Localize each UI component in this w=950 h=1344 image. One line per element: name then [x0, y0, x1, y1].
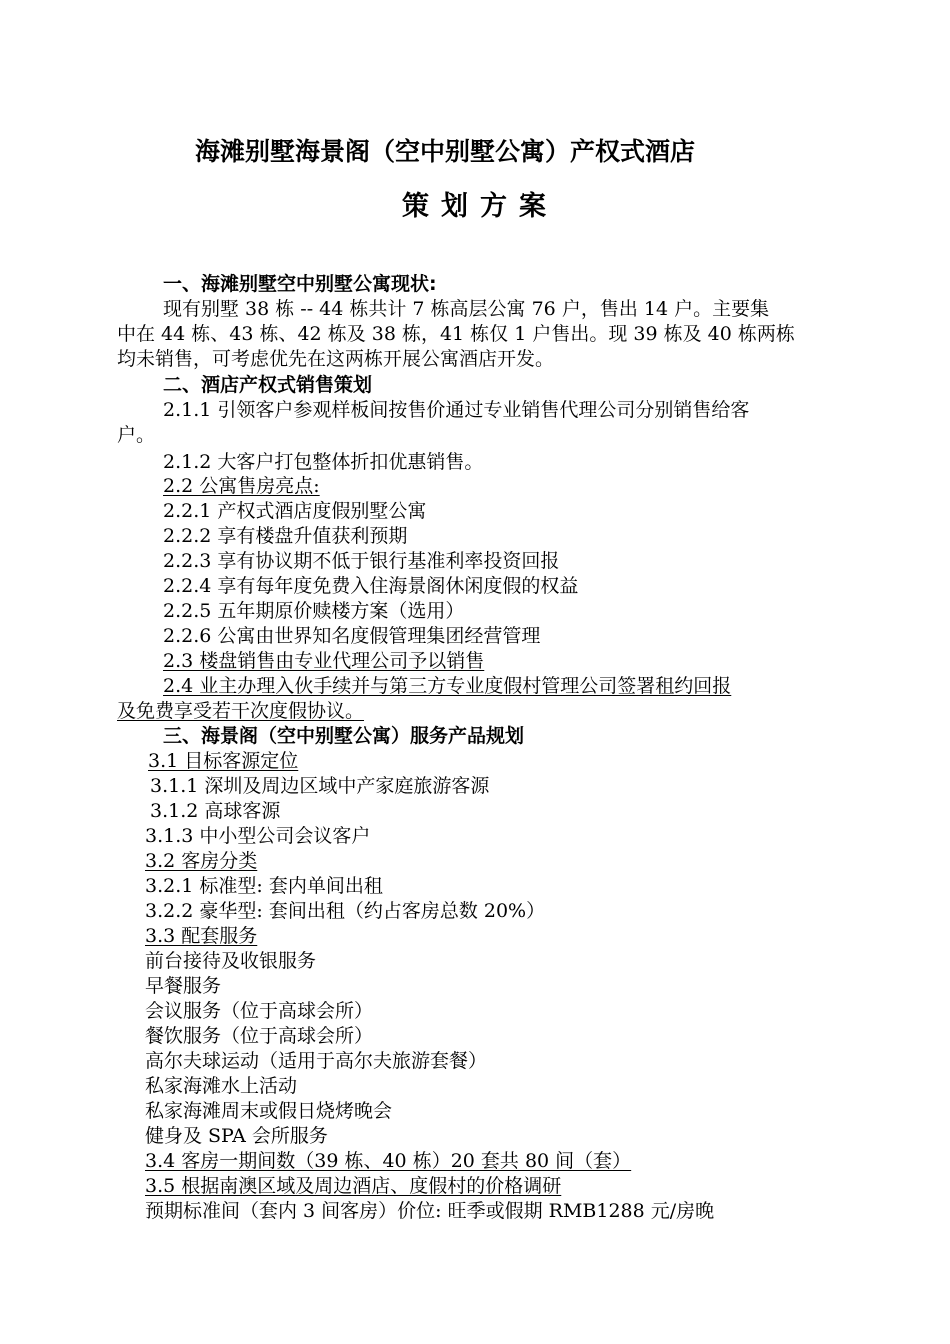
- item-3-5: 3.5 根据南澳区域及周边酒店、度假村的价格调研: [145, 1175, 562, 1197]
- item-2-1-2: 2.1.2 大客户打包整体折扣优惠销售。: [163, 451, 484, 473]
- service-item: 私家海滩周末或假日烧烤晚会: [145, 1100, 393, 1122]
- item-2-3: 2.3 楼盘销售由专业代理公司予以销售: [163, 650, 485, 672]
- service-item: 高尔夫球运动（适用于高尔夫旅游套餐）: [145, 1050, 488, 1072]
- document-title: 海滩别墅海景阁（空中别墅公寓）产权式酒店: [194, 137, 695, 166]
- item-3-2-2: 3.2.2 豪华型: 套间出租（约占客房总数 20%）: [145, 900, 546, 922]
- item-3-4: 3.4 客房一期间数（39 栋、40 栋）20 套共 80 间（套）: [145, 1150, 632, 1172]
- section-1-paragraph-line-3: 均未销售，可考虑优先在这两栋开展公寓酒店开发。: [117, 348, 555, 370]
- section-1-paragraph-line-1: 现有别墅 38 栋 -- 44 栋共计 7 栋高层公寓 76 户，售出 14 户。主要集: [163, 298, 770, 320]
- item-3-2-1: 3.2.1 标准型: 套内单间出租: [145, 875, 383, 897]
- section-1-heading: 一、海滩别墅空中别墅公寓现状:: [163, 273, 437, 295]
- item-3-3: 3.3 配套服务: [145, 925, 258, 947]
- item-2-1-1-line-1: 2.1.1 引领客户参观样板间按售价通过专业销售代理公司分别销售给客: [163, 399, 750, 421]
- item-3-1-1: 3.1.1 深圳及周边区域中产家庭旅游客源: [150, 775, 490, 797]
- section-3-heading: 三、海景阁（空中别墅公寓）服务产品规划: [163, 725, 525, 747]
- item-2-2-2: 2.2.2 享有楼盘升值获利预期: [163, 525, 408, 547]
- service-item: 健身及 SPA 会所服务: [145, 1125, 328, 1147]
- section-2-heading: 二、酒店产权式销售策划: [163, 374, 373, 396]
- price-line: 预期标准间（套内 3 间客房）价位: 旺季或假期 RMB1288 元/房晚: [145, 1200, 715, 1222]
- item-2-2-5: 2.2.5 五年期原价赎楼方案（选用）: [163, 600, 465, 622]
- item-2-2-6: 2.2.6 公寓由世界知名度假管理集团经营管理: [163, 625, 541, 647]
- item-2-2-1: 2.2.1 产权式酒店度假别墅公寓: [163, 500, 427, 522]
- document-subtitle: 策划方案: [402, 191, 558, 222]
- item-2-4-line-2: 及免费享受若干次度假协议。: [117, 700, 365, 722]
- service-item: 早餐服务: [145, 975, 222, 997]
- item-2-2-3: 2.2.3 享有协议期不低于银行基准利率投资回报: [163, 550, 560, 572]
- service-item: 私家海滩水上活动: [145, 1075, 298, 1097]
- service-item: 前台接待及收银服务: [145, 950, 317, 972]
- item-2-2-heading: 2.2 公寓售房亮点:: [163, 475, 320, 497]
- item-3-1-2: 3.1.2 高球客源: [150, 800, 281, 822]
- item-2-1-1-line-2: 户。: [117, 424, 156, 446]
- item-2-2-4: 2.2.4 享有每年度免费入住海景阁休闲度假的权益: [163, 575, 579, 597]
- item-3-2: 3.2 客房分类: [145, 850, 258, 872]
- item-2-4-line-1: 2.4 业主办理入伙手续并与第三方专业度假村管理公司签署租约回报: [163, 675, 732, 697]
- service-item: 会议服务（位于高球会所）: [145, 1000, 374, 1022]
- section-1-paragraph-line-2: 中在 44 栋、43 栋、42 栋及 38 栋，41 栋仅 1 户售出。现 39 栋及 40 栋两栋: [117, 323, 795, 345]
- item-3-1: 3.1 目标客源定位: [148, 750, 299, 772]
- service-item: 餐饮服务（位于高球会所）: [145, 1025, 374, 1047]
- item-3-1-3: 3.1.3 中小型公司会议客户: [145, 825, 371, 847]
